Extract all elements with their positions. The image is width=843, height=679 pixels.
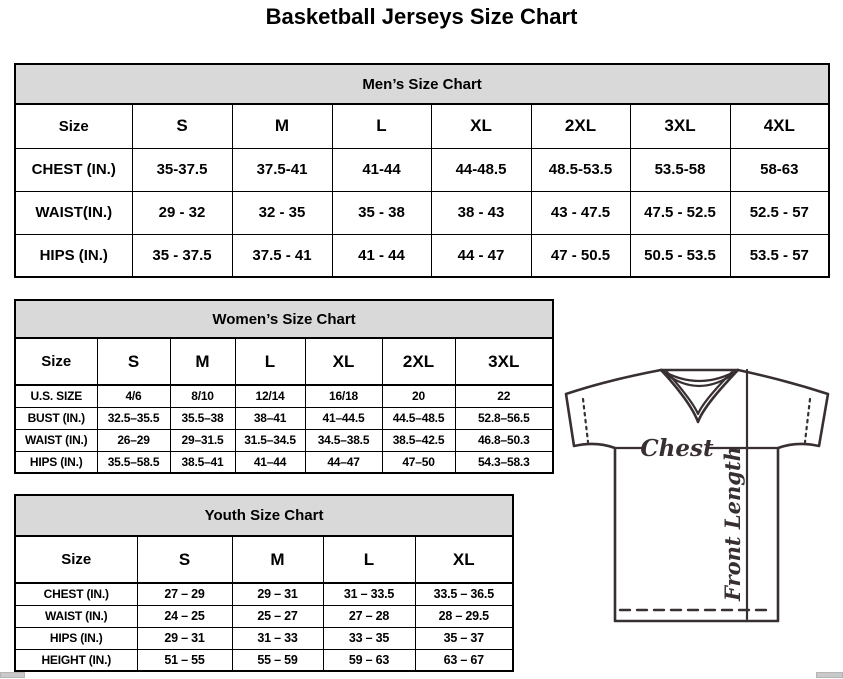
size-cell: 27 – 29 [137,583,232,605]
size-cell: 31 – 33 [232,627,323,649]
size-cell: 16/18 [305,385,382,407]
table-row [15,429,553,451]
size-cell: 32.5–35.5 [97,407,170,429]
mens-size-table [14,63,828,278]
column-header-2xl: 2XL [382,338,455,385]
row-label: HEIGHT (IN.) [15,649,137,671]
table-row [15,407,553,429]
table-row [15,191,829,234]
size-cell: 55 – 59 [232,649,323,671]
table-row [15,385,553,407]
row-label: WAIST (IN.) [15,429,97,451]
left-cuff-dashed-line [583,399,588,442]
youth-size-table [14,494,512,672]
size-cell: 33.5 – 36.5 [415,583,513,605]
size-cell: 8/10 [170,385,235,407]
size-cell: 33 – 35 [323,627,415,649]
size-cell: 25 – 27 [232,605,323,627]
size-cell: 22 [455,385,553,407]
column-header-3xl: 3XL [630,104,730,148]
size-cell: 48.5-53.5 [531,148,630,191]
table-row [15,627,513,649]
size-cell: 20 [382,385,455,407]
chest-label: Chest [640,435,714,462]
size-cell: 38.5–41 [170,451,235,473]
row-label: U.S. SIZE [15,385,97,407]
size-cell: 29–31.5 [170,429,235,451]
size-column-header: Size [15,536,137,583]
page-title: Basketball Jerseys Size Chart [265,4,578,29]
table-row [15,148,829,191]
column-header-s: S [137,536,232,583]
table-row [15,605,513,627]
scrollbar-fragment-left[interactable] [0,672,25,678]
row-label: WAIST(IN.) [15,191,132,234]
column-header-xl: XL [415,536,513,583]
size-cell: 37.5 - 41 [232,234,332,277]
row-label: CHEST (IN.) [15,583,137,605]
row-label: BUST (IN.) [15,407,97,429]
size-cell: 29 - 32 [132,191,232,234]
size-cell: 24 – 25 [137,605,232,627]
front-length-label: Front Length [720,446,745,601]
size-cell: 47–50 [382,451,455,473]
size-cell: 31 – 33.5 [323,583,415,605]
column-header-4xl: 4XL [730,104,829,148]
size-cell: 41–44 [235,451,305,473]
size-cell: 52.8–56.5 [455,407,553,429]
size-cell: 29 – 31 [232,583,323,605]
column-header-m: M [170,338,235,385]
column-header-xl: XL [305,338,382,385]
table-row [15,583,513,605]
womens-size-table [14,299,552,474]
size-column-header: Size [15,338,97,385]
table-row [15,451,553,473]
size-cell: 44–47 [305,451,382,473]
size-cell: 41 - 44 [332,234,431,277]
row-label: HIPS (IN.) [15,234,132,277]
size-cell: 35.5–58.5 [97,451,170,473]
size-cell: 51 – 55 [137,649,232,671]
size-cell: 59 – 63 [323,649,415,671]
column-header-s: S [132,104,232,148]
size-cell: 52.5 - 57 [730,191,829,234]
size-cell: 53.5-58 [630,148,730,191]
size-cell: 31.5–34.5 [235,429,305,451]
size-cell: 38–41 [235,407,305,429]
column-header-m: M [232,104,332,148]
row-label: HIPS (IN.) [15,451,97,473]
column-header-l: L [332,104,431,148]
size-cell: 41–44.5 [305,407,382,429]
size-cell: 43 - 47.5 [531,191,630,234]
size-column-header: Size [15,104,132,148]
size-cell: 4/6 [97,385,170,407]
size-cell: 47 - 50.5 [531,234,630,277]
size-cell: 34.5–38.5 [305,429,382,451]
size-cell: 29 – 31 [137,627,232,649]
womens-table-title: Women’s Size Chart [15,300,553,338]
size-cell: 35.5–38 [170,407,235,429]
size-cell: 35 – 37 [415,627,513,649]
scrollbar-fragment-right[interactable] [816,672,843,678]
size-cell: 44-48.5 [431,148,531,191]
column-header-3xl: 3XL [455,338,553,385]
size-cell: 26–29 [97,429,170,451]
column-header-m: M [232,536,323,583]
size-cell: 50.5 - 53.5 [630,234,730,277]
size-cell: 58-63 [730,148,829,191]
size-cell: 38.5–42.5 [382,429,455,451]
table-row [15,649,513,671]
size-cell: 32 - 35 [232,191,332,234]
column-header-xl: XL [431,104,531,148]
size-cell: 38 - 43 [431,191,531,234]
size-cell: 44.5–48.5 [382,407,455,429]
size-cell: 28 – 29.5 [415,605,513,627]
size-cell: 63 – 67 [415,649,513,671]
size-cell: 35 - 38 [332,191,431,234]
size-cell: 44 - 47 [431,234,531,277]
column-header-s: S [97,338,170,385]
table-row [15,234,829,277]
column-header-2xl: 2XL [531,104,630,148]
row-label: WAIST (IN.) [15,605,137,627]
jersey-outline [566,370,828,621]
column-header-l: L [235,338,305,385]
row-label: CHEST (IN.) [15,148,132,191]
size-cell: 35 - 37.5 [132,234,232,277]
row-label: HIPS (IN.) [15,627,137,649]
youth-table-title: Youth Size Chart [15,495,513,536]
jersey-measurement-diagram [558,358,843,630]
size-cell: 41-44 [332,148,431,191]
size-cell: 46.8–50.3 [455,429,553,451]
size-cell: 27 – 28 [323,605,415,627]
size-cell: 53.5 - 57 [730,234,829,277]
size-cell: 12/14 [235,385,305,407]
size-cell: 54.3–58.3 [455,451,553,473]
column-header-l: L [323,536,415,583]
right-cuff-dashed-line [805,399,810,442]
mens-table-title: Men’s Size Chart [15,64,829,104]
size-cell: 35-37.5 [132,148,232,191]
size-cell: 47.5 - 52.5 [630,191,730,234]
size-cell: 37.5-41 [232,148,332,191]
